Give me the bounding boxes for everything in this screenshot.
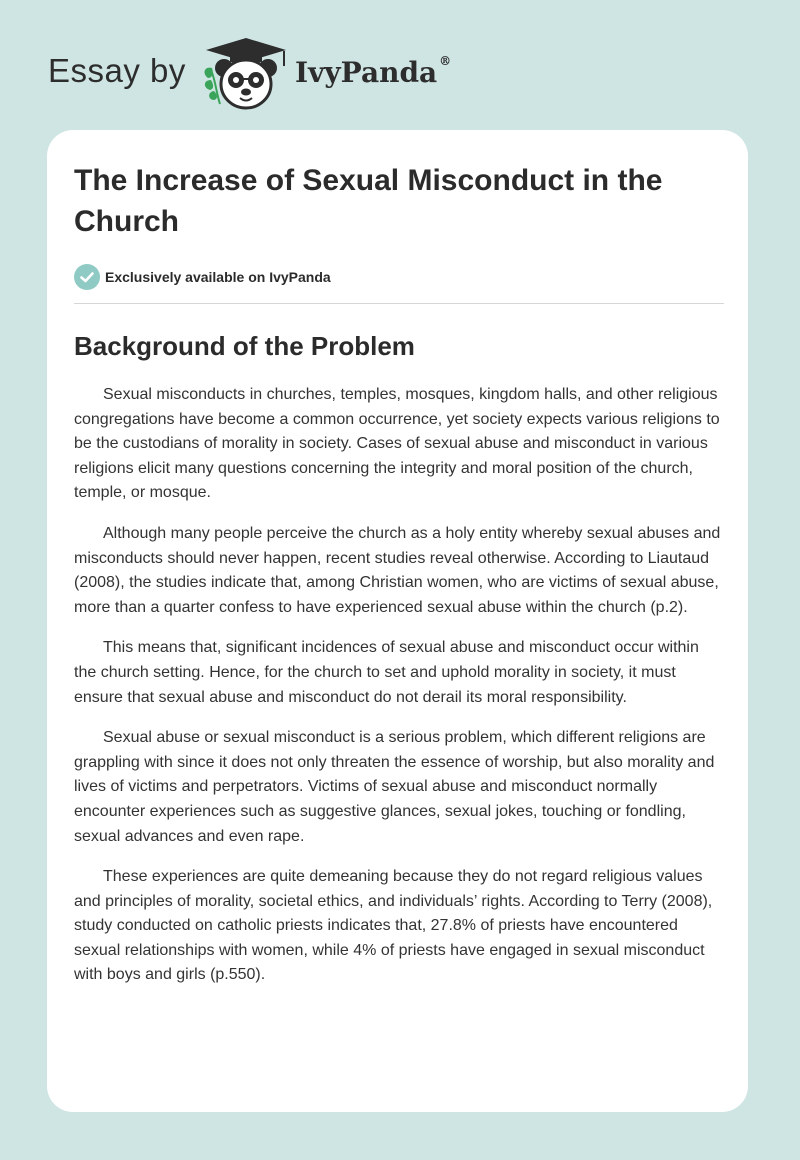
article-card (47, 130, 748, 1112)
title-divider (74, 303, 724, 304)
article-title: The Increase of Sexual Misconduct in the Church (74, 164, 663, 238)
brand-text: IvyPanda (295, 56, 438, 89)
article-body (74, 383, 724, 988)
registered-mark: ® (439, 54, 452, 68)
brand-name[interactable] (295, 56, 451, 89)
exclusive-badge (74, 264, 724, 290)
paragraph: Sexual abuse or sexual misconduct is a serious problem, which different religions are grappling with since it does not only threaten the essence of worship, but also morality and lives of victims and perpetrators. Victims of sexual abuse and misconduct normally encounter experiences such as suggestive glances, sexual jokes, touching or fondling, sexual advances and even rape. (74, 729, 715, 845)
paragraph: Sexual misconducts in churches, temples, mosques, kingdom halls, and other religious congregations have become a common occurrence, yet society expects various religions to be the custodians of morality in society. Cases of sexual abuse and misconduct in various religions elicit many questions concerning the integrity and moral position of the church, temple, or mosque. (74, 386, 720, 502)
exclusive-badge-label: Exclusively available on IvyPanda (105, 269, 331, 285)
essay-by-label: Essay by (48, 52, 186, 89)
ivypanda-logo[interactable] (200, 34, 292, 114)
site-header (48, 34, 568, 114)
panda-graduate-icon (200, 34, 292, 114)
paragraph: Although many people perceive the church as a holy entity whereby sexual abuses and misconducts should never happen, recent studies reveal otherwise. According to Liautaud (2008), the studies indicate that, among Christian women, who are victims of sexual abuse, more than a quarter confess to have experienced sexual abuse within the church (p.2). (74, 524, 721, 616)
check-circle-icon (74, 264, 100, 290)
article-content (74, 160, 724, 1004)
paragraph: This means that, significant incidences of sexual abuse and misconduct occur within the church setting. Hence, for the church to set and uphold morality in society, it must ensure that sexual abuse and misconduct do not derail its moral responsibility. (74, 639, 699, 706)
paragraph: These experiences are quite demeaning because they do not regard religious values and principles of morality, societal ethics, and individuals’ rights. According to Terry (2008), study conducted on catholic priests indicates that, 27.8% of priests have encountered sexual relationships with women, while 4% of priests have engaged in sexual misconduct with boys and girls (p.550). (74, 868, 713, 984)
section-heading: Background of the Problem (74, 331, 415, 361)
